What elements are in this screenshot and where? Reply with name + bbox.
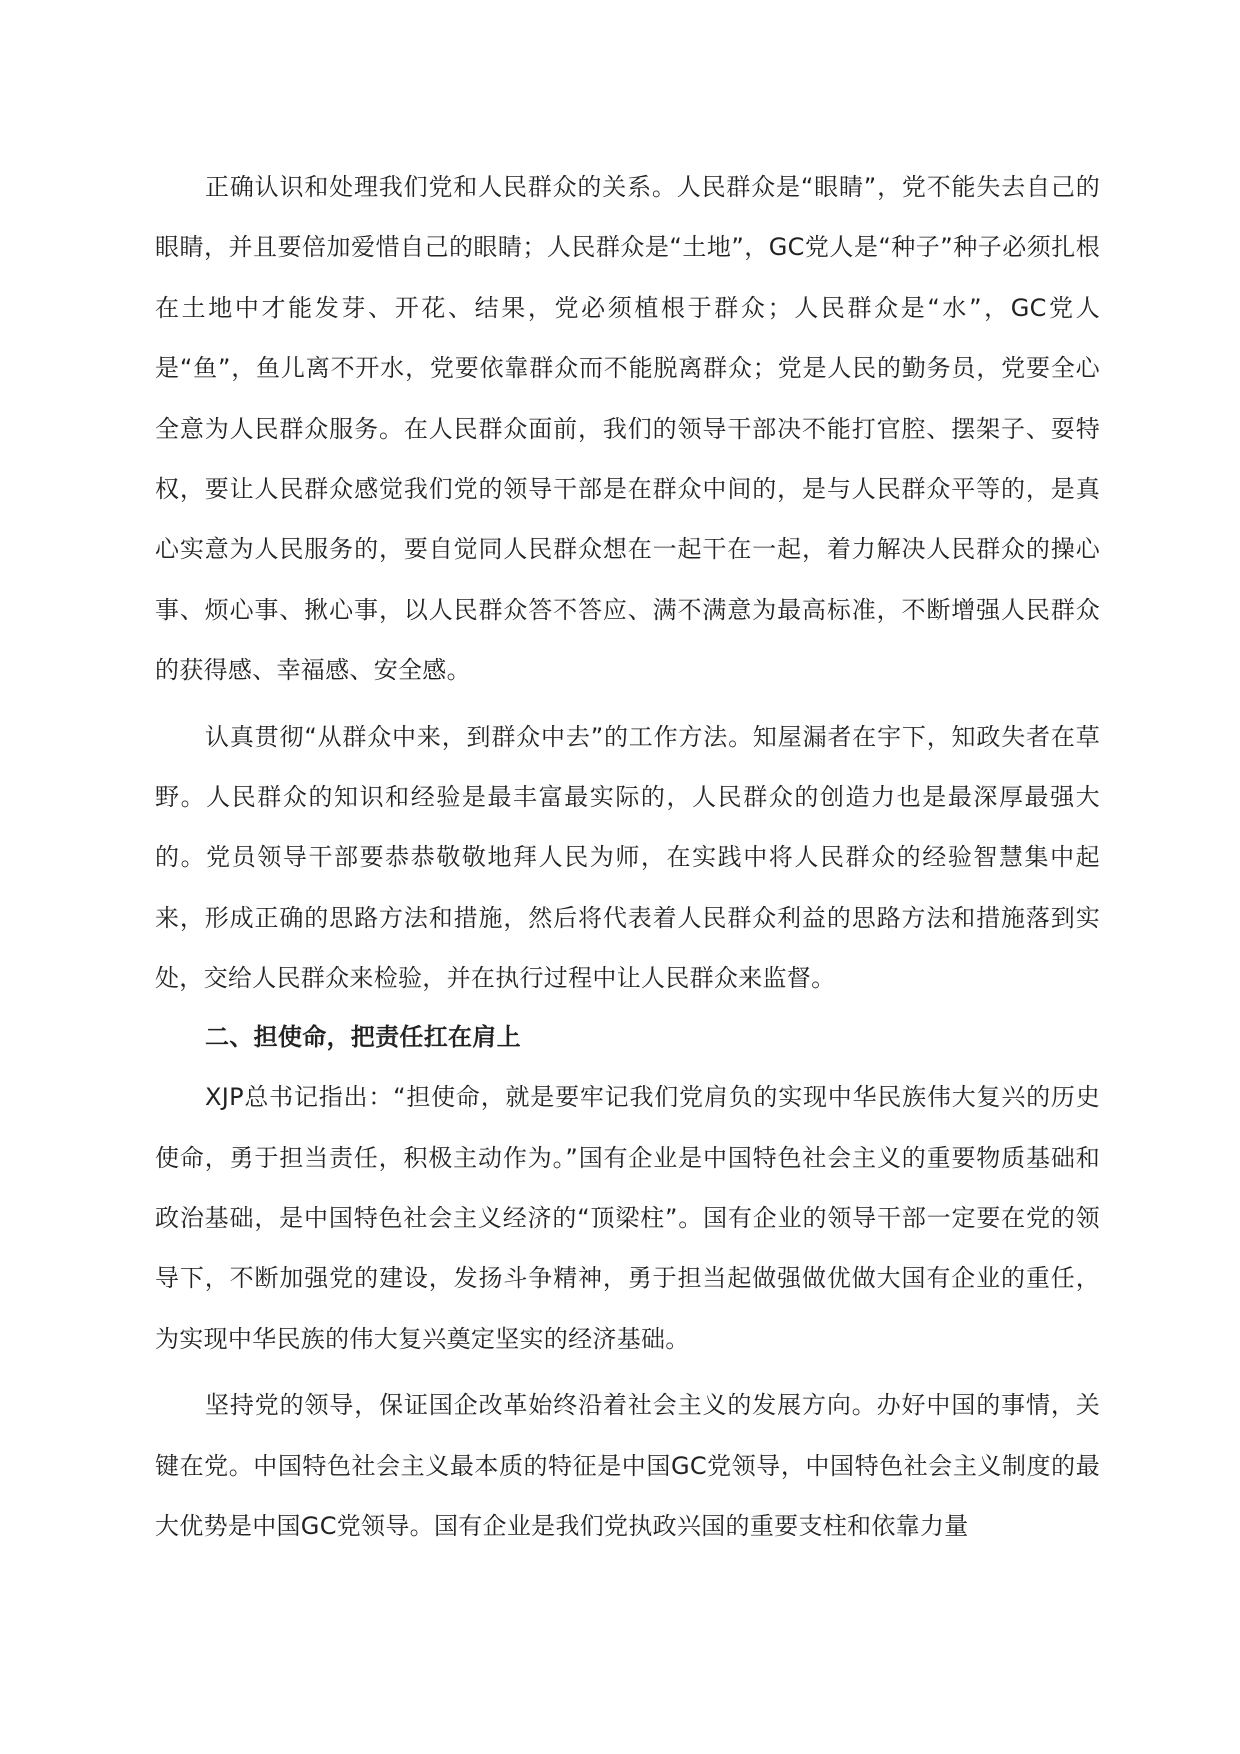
paragraph-mass-line-method: 认真贯彻“从群众中来，到群众中去”的工作方法。知屋漏者在宇下，知政失者在草野。人民群众的知识和经验是最丰富最实际的，人民群众的创造力也是最深厚最强大的。党员领导干部要恭恭敬敬地拜人民为师，在实践中将人民群众的经验智慧集中起来，形成正确的思路方法和措施，然后将代表着人民群众利益的思路方法和措施落到实处，交给人民群众来检验，并在执行过程中让人民群众来监督。 bbox=[155, 722, 1100, 993]
section-heading-mission: 二、担使命，把责任扛在肩上 bbox=[205, 1022, 521, 1051]
document-page bbox=[155, 0, 1100, 1754]
document-body bbox=[155, 157, 1100, 1556]
paragraph-party-leadership: 坚持党的领导，保证国企改革始终沿着社会主义的发展方向。办好中国的事情，关键在党。中国特色社会主义最本质的特征是中国GC党领导，中国特色社会主义制度的最大优势是中国GC党领导。国有企业是我们党执政兴国的重要支柱和依靠力量 bbox=[155, 1391, 1100, 1540]
paragraph-mission-quote: XJP总书记指出：“担使命，就是要牢记我们党肩负的实现中华民族伟大复兴的历史使命，勇于担当责任，积极主动作为。”国有企业是中国特色社会主义的重要物质基础和政治基础，是中国特色社会主义经济的“顶梁柱”。国有企业的领导干部一定要在党的领导下，不断加强党的建设，发扬斗争精神，勇于担当起做强做优做大国有企业的重任，为实现中华民族的伟大复兴奠定坚实的经济基础。 bbox=[155, 1083, 1100, 1353]
paragraph-people-relationship: 正确认识和处理我们党和人民群众的关系。人民群众是“眼睛”，党不能失去自己的眼睛，并且要倍加爱惜自己的眼睛；人民群众是“土地”，GC党人是“种子”种子必须扎根在土地中才能发芽、开花、结果，党必须植根于群众；人民群众是“水”，GC党人是“鱼”，鱼儿离不开水，党要依靠群众而不能脱离群众；党是人民的勤务员，党要全心全意为人民群众服务。在人民群众面前，我们的领导干部决不能打官腔、摆架子、耍特权，要让人民群众感觉我们党的领导干部是在群众中间的，是与人民群众平等的，是真心实意为人民服务的，要自觉同人民群众想在一起干在一起，着力解决人民群众的操心事、烦心事、揪心事，以人民群众答不答应、满不满意为最高标准，不断增强人民群众的获得感、幸福感、安全感。 bbox=[155, 173, 1100, 685]
